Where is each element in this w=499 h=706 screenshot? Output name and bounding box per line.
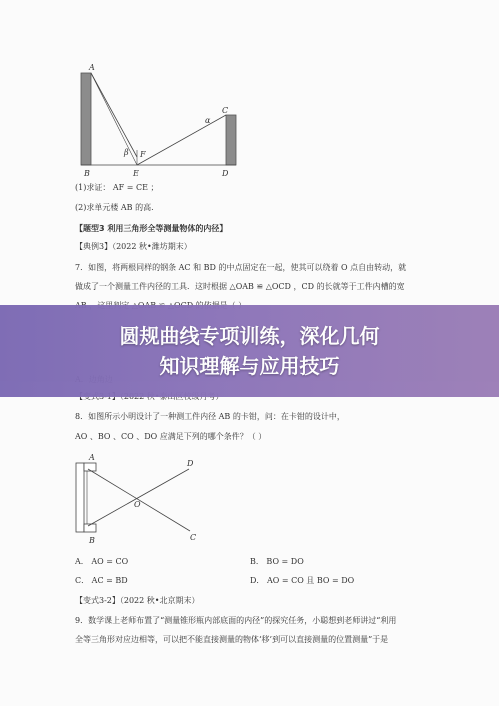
problem-9-line1: 9．数学课上老师布置了“测量锥形瓶内部底面的内径”的探究任务，小聪想到老师讲过“利用: [75, 616, 397, 625]
option-d: D． AO = CO 且 BO = DO: [250, 576, 355, 585]
caliper-figure: [0, 448, 499, 548]
banner-title-line2: 知识理解与应用技巧: [159, 354, 340, 378]
option-b: B． BO = DO: [250, 557, 304, 566]
variant-3-2-heading: 【变式3-2】（2022 秋•北京期末）: [75, 596, 200, 605]
label-c: C: [222, 106, 229, 115]
label-beta: β: [124, 148, 129, 157]
topic-heading: 【题型3 利用三角形全等测量物体的内径】: [75, 224, 228, 233]
question-2: (2)求单元楼 AB 的高.: [75, 203, 154, 212]
title-banner: [0, 305, 499, 397]
caliper-frame: [76, 463, 84, 532]
label-alpha: α: [205, 116, 211, 125]
label-c: C: [190, 533, 197, 542]
option-a: A． AO = CO: [75, 557, 129, 566]
segment-ae: [91, 73, 137, 157]
label-d: D: [222, 169, 229, 178]
problem-8-line2: AO 、BO 、CO 、DO 应满足下列的哪个条件？（ ）: [75, 432, 267, 441]
problem-8-line1: 8．如图所示小明设计了一种测工件内径 AB 的卡钳，问：在卡钳的设计中，: [75, 412, 345, 421]
label-a: A: [89, 63, 95, 72]
example-3-heading: 【典例3】（2022 秋•潍坊期末）: [75, 242, 192, 251]
problem-7-line2: 做成了一个测量工件内径的工具．这时根据 △OAB ≌ △OCD ，CD 的长就等于工件内槽的宽: [75, 282, 405, 291]
segment-ec: [137, 115, 226, 165]
problem-7-line1: 7．如图，将两根同样的钢条 AC 和 BD 的中点固定在一起，使其可以绕着 O 点自由转动，就: [75, 263, 407, 272]
banner-title-line1: 圆规曲线专项训练，深化几何: [119, 324, 380, 348]
label-b: B: [89, 536, 95, 545]
label-o: O: [134, 500, 141, 509]
label-b: B: [84, 169, 90, 178]
label-e: E: [133, 169, 139, 178]
option-c: C． AC = BD: [75, 576, 128, 585]
label-d: D: [187, 459, 194, 468]
building-figure: [0, 0, 499, 190]
rod-bd: [88, 469, 189, 526]
building-cd: [226, 115, 236, 165]
building-ab: [81, 73, 91, 165]
label-f: F: [140, 150, 146, 159]
segment-af: [91, 73, 137, 165]
problem-9-line2: 全等三角形对应边相等，可以把不能直接测量的物体‘移’到可以直接测量的位置测量”于是: [75, 635, 389, 644]
question-1: (1)求证： AF = CE ；: [75, 183, 159, 192]
label-a: A: [89, 453, 95, 462]
